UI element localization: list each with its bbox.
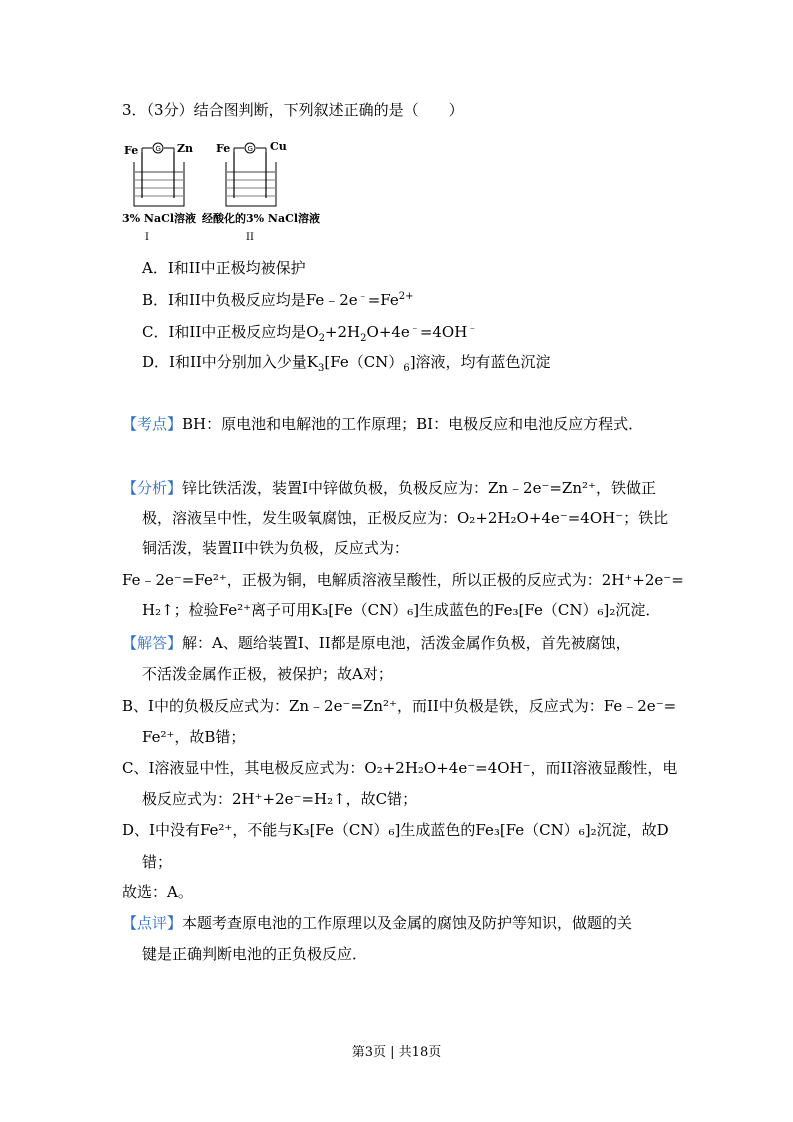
option-d: D．I和II中分别加入少量$K_3[Fe(CN)_6]$溶液，均有蓝色沉淀 bbox=[142, 353, 551, 374]
jieda-line-5: C、I溶液显中性，其电极反应式为：O₂+2H₂O+4e⁻=4OH⁻，而II溶液显酸性，电 bbox=[122, 759, 678, 777]
kaodian-text: BH：原电池和电解池的工作原理；BI：电极反应和电池反应方程式． bbox=[182, 415, 644, 433]
dianping-line-2: 键是正确判断电池的正负极反应． bbox=[142, 945, 368, 963]
jieda-line-6: 极反应式为：2H⁺+2e⁻=H₂↑，故C错； bbox=[142, 790, 418, 808]
dianping-line-1: 【点评】本题考查原电池的工作原理以及金属的腐蚀及防护等知识，做题的关 bbox=[122, 914, 633, 932]
option-a: A．I和II中正极均被保护 bbox=[142, 259, 306, 277]
fenxi-tag: 【分析】 bbox=[122, 479, 183, 497]
cell-2-label: II bbox=[246, 232, 254, 243]
cell-1-solution: 3% NaCl溶液 bbox=[122, 212, 197, 225]
kaodian-tag: 【考点】 bbox=[122, 415, 183, 433]
cell-2-diagram bbox=[226, 143, 276, 206]
cells-diagram-svg bbox=[122, 138, 342, 248]
page-footer: 第3页 | 共18页 bbox=[351, 1045, 442, 1060]
jieda-line-9: 故选：A。 bbox=[122, 883, 193, 901]
electrochemical-cells-figure bbox=[122, 138, 342, 248]
svg-text:G: G bbox=[247, 145, 253, 153]
dianping-tag: 【点评】 bbox=[122, 914, 183, 932]
fenxi-line-1: 【分析】锌比铁活泼，装置I中锌做负极，负极反应为：Zn﹣2e⁻=Zn²⁺，铁做正 bbox=[122, 479, 656, 497]
cell-1-label: I bbox=[145, 232, 149, 243]
jieda-line-7: D、I中没有Fe²⁺，不能与K₃[Fe（CN）₆]生成蓝色的Fe₃[Fe（CN）₆]₂沉淀，故D bbox=[122, 821, 669, 839]
cell-1-right-electrode: Zn bbox=[177, 142, 194, 155]
jieda-line-8: 错； bbox=[142, 853, 173, 871]
jieda-line-3: B、I中的负极反应式为：Zn﹣2e⁻=Zn²⁺，而II中负极是铁，反应式为：Fe﹣2e⁻= bbox=[122, 697, 677, 715]
jieda-tag: 【解答】 bbox=[122, 634, 183, 652]
fenxi-line-5: H₂↑；检验Fe²⁺离子可用K₃[Fe（CN）₆]生成蓝色的Fe₃[Fe（CN）₆]₂沉淀． bbox=[142, 601, 661, 619]
jieda-line-1: 【解答】解：A、题给装置I、II都是原电池，活泼金属作负极，首先被腐蚀， bbox=[122, 634, 631, 652]
jieda-line-2: 不活泼金属作正极，被保护；故A对； bbox=[142, 665, 393, 683]
cell-2-left-electrode: Fe bbox=[216, 142, 231, 155]
kaodian-section bbox=[122, 414, 643, 434]
svg-text:G: G bbox=[155, 145, 161, 153]
question-stem: 3．（3分）结合图判断，下列叙述正确的是（ ） bbox=[122, 101, 464, 119]
option-c: C．I和II中正极反应均是$O_2+2H_2O+4e^﹣=4OH^﹣$ bbox=[142, 323, 478, 344]
cell-2-right-electrode: Cu bbox=[270, 140, 287, 153]
jieda-line-4: Fe²⁺，故B错； bbox=[142, 728, 246, 746]
fenxi-line-3: 铜活泼，装置II中铁为负极，反应式为： bbox=[142, 539, 409, 557]
option-b: B．I和II中负极反应均是$Fe﹣2e^﹣=Fe^{2+}$ bbox=[142, 291, 414, 309]
fenxi-line-4: Fe﹣2e⁻=Fe²⁺，正极为铜，电解质溶液呈酸性，所以正极的反应式为：2H⁺+2e⁻= bbox=[122, 571, 684, 589]
fenxi-line-2: 极，溶液呈中性，发生吸氧腐蚀，正极反应为：O₂+2H₂O+4e⁻=4OH⁻；铁比 bbox=[142, 509, 669, 527]
cell-2-solution: 经酸化的3% NaCl溶液 bbox=[202, 212, 321, 225]
cell-1-left-electrode: Fe bbox=[124, 144, 139, 157]
